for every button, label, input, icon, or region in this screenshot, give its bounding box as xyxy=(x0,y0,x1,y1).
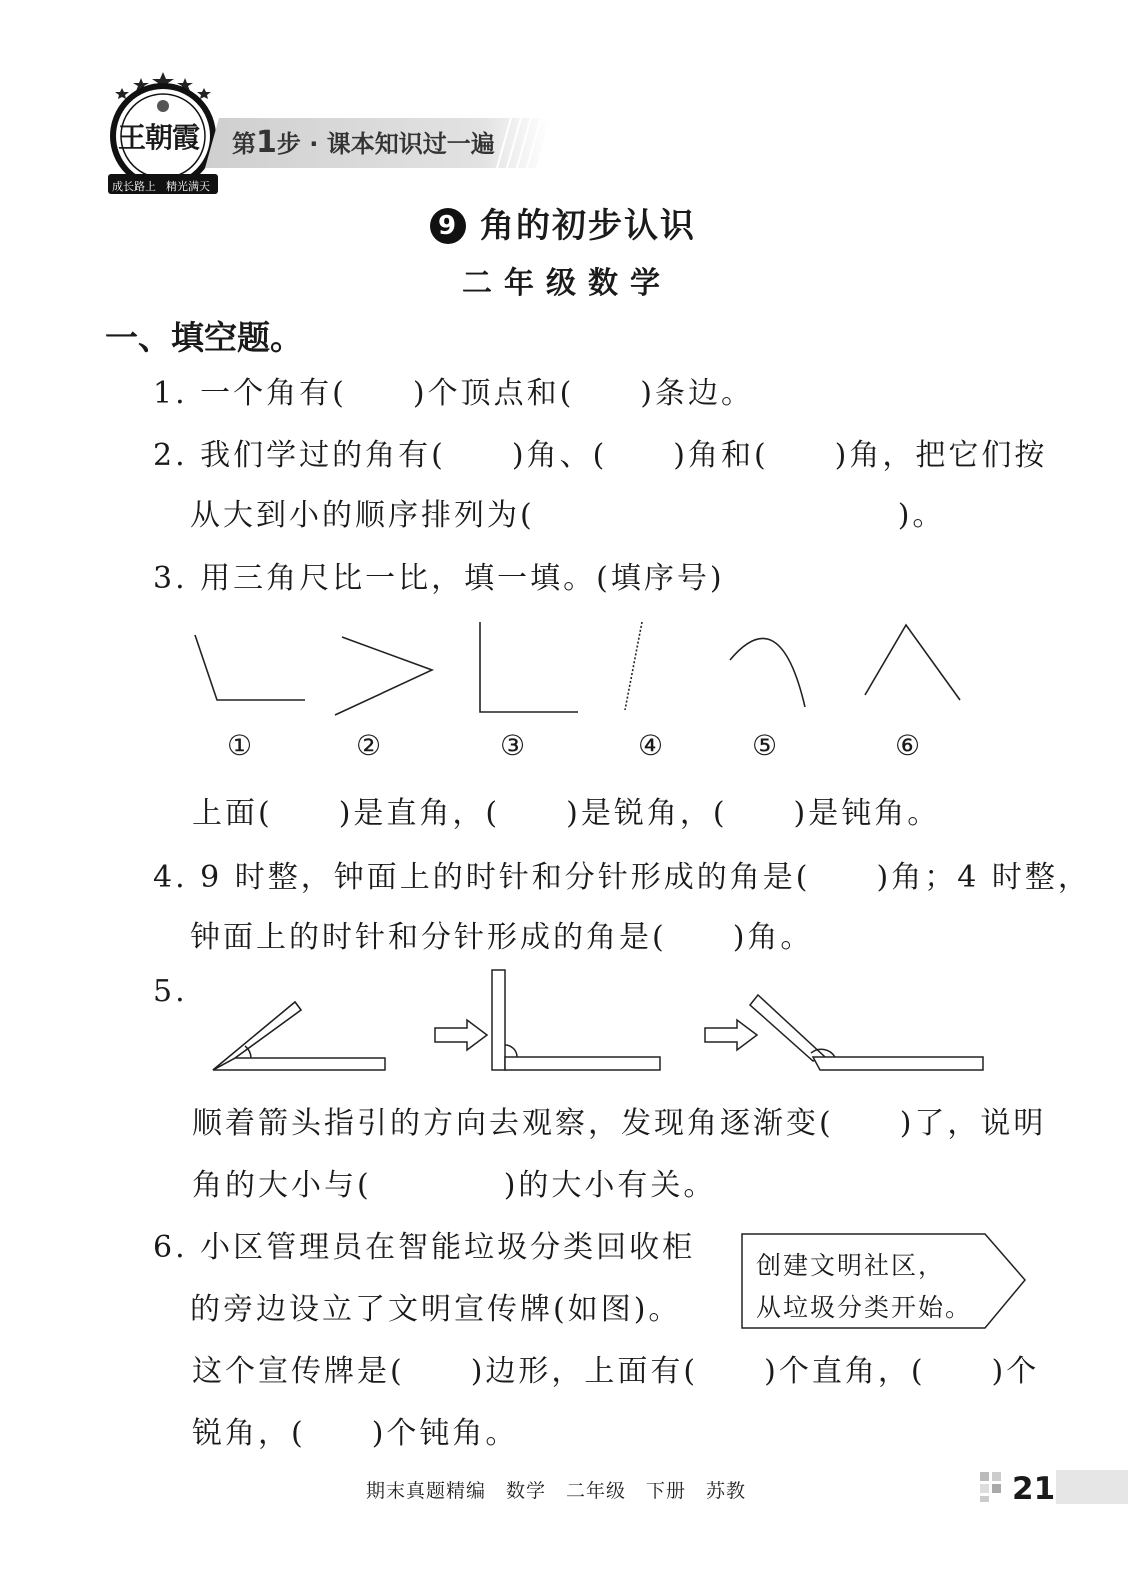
question-4-line-1: 4. 9 时整，钟面上的时针和分针形成的角是( )角；4 时整， xyxy=(153,860,1091,895)
arrow-right-icon xyxy=(435,1020,487,1050)
question-3-answer: 上面( )是直角，( )是锐角，( )是钝角。 xyxy=(192,796,941,831)
page-corner-decoration xyxy=(978,1470,1010,1504)
ruler-acute-figure xyxy=(213,1002,385,1070)
question-5-number: 5. xyxy=(153,974,188,1009)
figure-label-6: ⑥ xyxy=(895,729,921,762)
question-2-line-2: 从大到小的顺序排列为( )。 xyxy=(190,498,946,533)
figure-label-5: ⑤ xyxy=(752,729,778,762)
figure-label-1: ① xyxy=(227,729,253,762)
sign-text-line-1: 创建文明社区， xyxy=(756,1251,946,1280)
logo-motto-right: 精光满天 xyxy=(166,180,210,193)
logo-motto-left: 成长路上 xyxy=(112,180,156,193)
angle-figures xyxy=(180,610,980,720)
question-1: 1. 一个角有( )个顶点和( )条边。 xyxy=(153,376,754,411)
page-number: 21 xyxy=(1012,1471,1056,1507)
step-number: 1 xyxy=(256,125,277,160)
angle-figure-4 xyxy=(625,622,642,710)
question-2-line-1: 2. 我们学过的角有( )角、( )角和( )角，把它们按 xyxy=(153,438,1048,473)
angle-figure-1 xyxy=(195,635,305,700)
page-number-bar xyxy=(1056,1470,1128,1504)
lesson-subtitle: 二年级数学 xyxy=(462,266,672,301)
question-5-line-1: 顺着箭头指引的方向去观察，发现角逐渐变( )了，说明 xyxy=(192,1106,1047,1141)
angle-figure-2 xyxy=(335,637,432,715)
angle-figure-5 xyxy=(730,638,805,707)
step-suffix: 步 · 课本知识过一遍 xyxy=(276,130,495,158)
question-4-line-2: 钟面上的时针和分针形成的角是( )角。 xyxy=(190,920,814,955)
figure-label-3: ③ xyxy=(500,729,526,762)
step-heading xyxy=(232,124,495,160)
angle-figure-3 xyxy=(480,622,578,712)
question-5-line-2: 角的大小与( )的大小有关。 xyxy=(192,1168,717,1203)
question-6-line-2: 的旁边设立了文明宣传牌(如图)。 xyxy=(190,1292,682,1327)
question-6-line-4: 锐角，( )个钝角。 xyxy=(192,1416,519,1451)
logo-brand-name: 王朝霞 xyxy=(118,121,200,154)
ruler-obtuse-figure xyxy=(750,995,983,1070)
ruler-right-figure xyxy=(492,970,660,1070)
arrow-right-icon xyxy=(705,1020,757,1050)
footer-book-info: 期末真题精编 数学 二年级 下册 苏教 xyxy=(366,1480,747,1502)
figure-label-4: ④ xyxy=(638,729,664,762)
lesson-title-text: 角的初步认识 xyxy=(480,206,696,246)
lesson-number-badge: 9 xyxy=(430,208,466,244)
sign-text-line-2: 从垃圾分类开始。 xyxy=(756,1293,973,1322)
step-prefix: 第 xyxy=(232,130,256,158)
question-6-line-1: 6. 小区管理员在智能垃圾分类回收柜 xyxy=(153,1230,696,1265)
question-3: 3. 用三角尺比一比，填一填。(填序号) xyxy=(153,561,725,596)
folding-ruler-figures xyxy=(205,965,995,1080)
angle-figure-6 xyxy=(865,625,960,700)
section-heading: 一、填空题。 xyxy=(105,318,303,357)
lesson-title xyxy=(430,198,696,247)
figure-label-2: ② xyxy=(356,729,382,762)
question-6-line-3: 这个宣传牌是( )边形，上面有( )个直角，( )个 xyxy=(192,1354,1040,1389)
